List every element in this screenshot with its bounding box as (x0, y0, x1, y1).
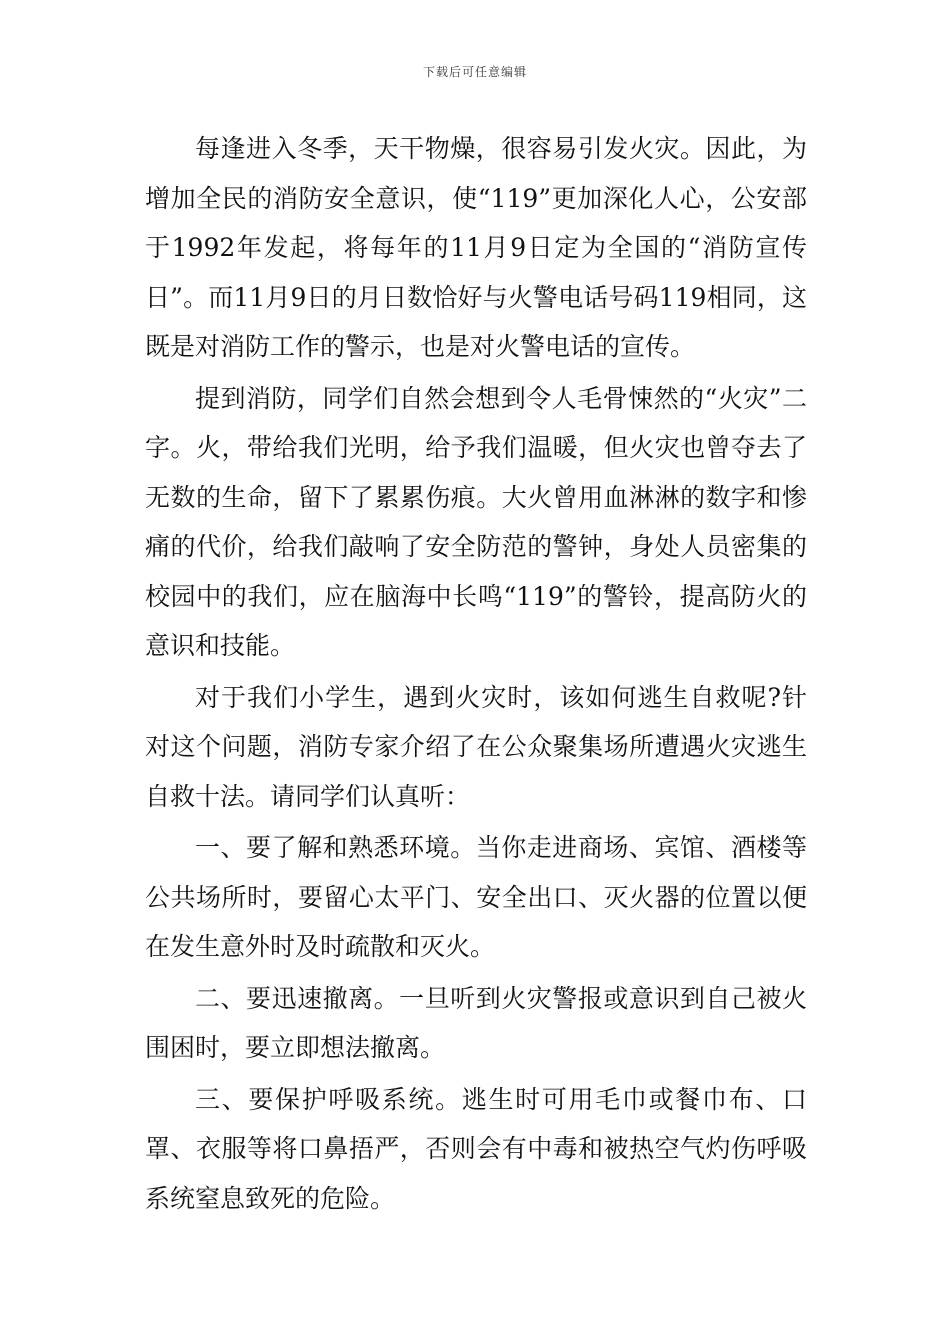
paragraph-rule-three: 三、要保护呼吸系统。逃生时可用毛巾或餐巾布、口罩、衣服等将口鼻捂严，否则会有中毒和被热空气灼伤呼吸系统窒息致死的危险。 (145, 1084, 807, 1213)
document-body (145, 124, 807, 1223)
paragraph-escape-intro: 对于我们小学生，遇到火灾时，该如何逃生自救呢?针对这个问题，消防专家介绍了在公众聚集场所遭遇火灾逃生自救十法。请同学们认真听： (145, 682, 807, 811)
paragraph-rule-two: 二、要迅速撤离。一旦听到火灾警报或意识到自己被火围困时，要立即想法撤离。 (145, 983, 807, 1062)
paragraph-fire-danger: 提到消防，同学们自然会想到令人毛骨悚然的“火灾”二字。火，带给我们光明，给予我们温暖，但火灾也曾夺去了无数的生命，留下了累累伤痕。大火曾用血淋淋的数字和惨痛的代价，给我们敲响了安全防范的警钟，身处人员密集的校园中的我们，应在脑海中长鸣“119”的警铃，提高防火的意识和技能。 (145, 383, 807, 660)
paragraph-rule-one: 一、要了解和熟悉环境。当你走进商场、宾馆、酒楼等公共场所时，要留心太平门、安全出口、灭火器的位置以便在发生意外时及时疏散和灭火。 (145, 833, 807, 961)
page-header: 下载后可任意编辑 (422, 65, 527, 79)
paragraph-winter-fire-day: 每逢进入冬季，天干物燥，很容易引发火灾。因此，为增加全民的消防安全意识，使“119”更加深化人心，公安部于1992年发起，将每年的11月9日定为全国的“消防宣传日”。而11月9日的月日数恰好与火警电话号码119相同，这既是对消防工作的警示，也是对火警电话的宣传。 (145, 134, 807, 361)
